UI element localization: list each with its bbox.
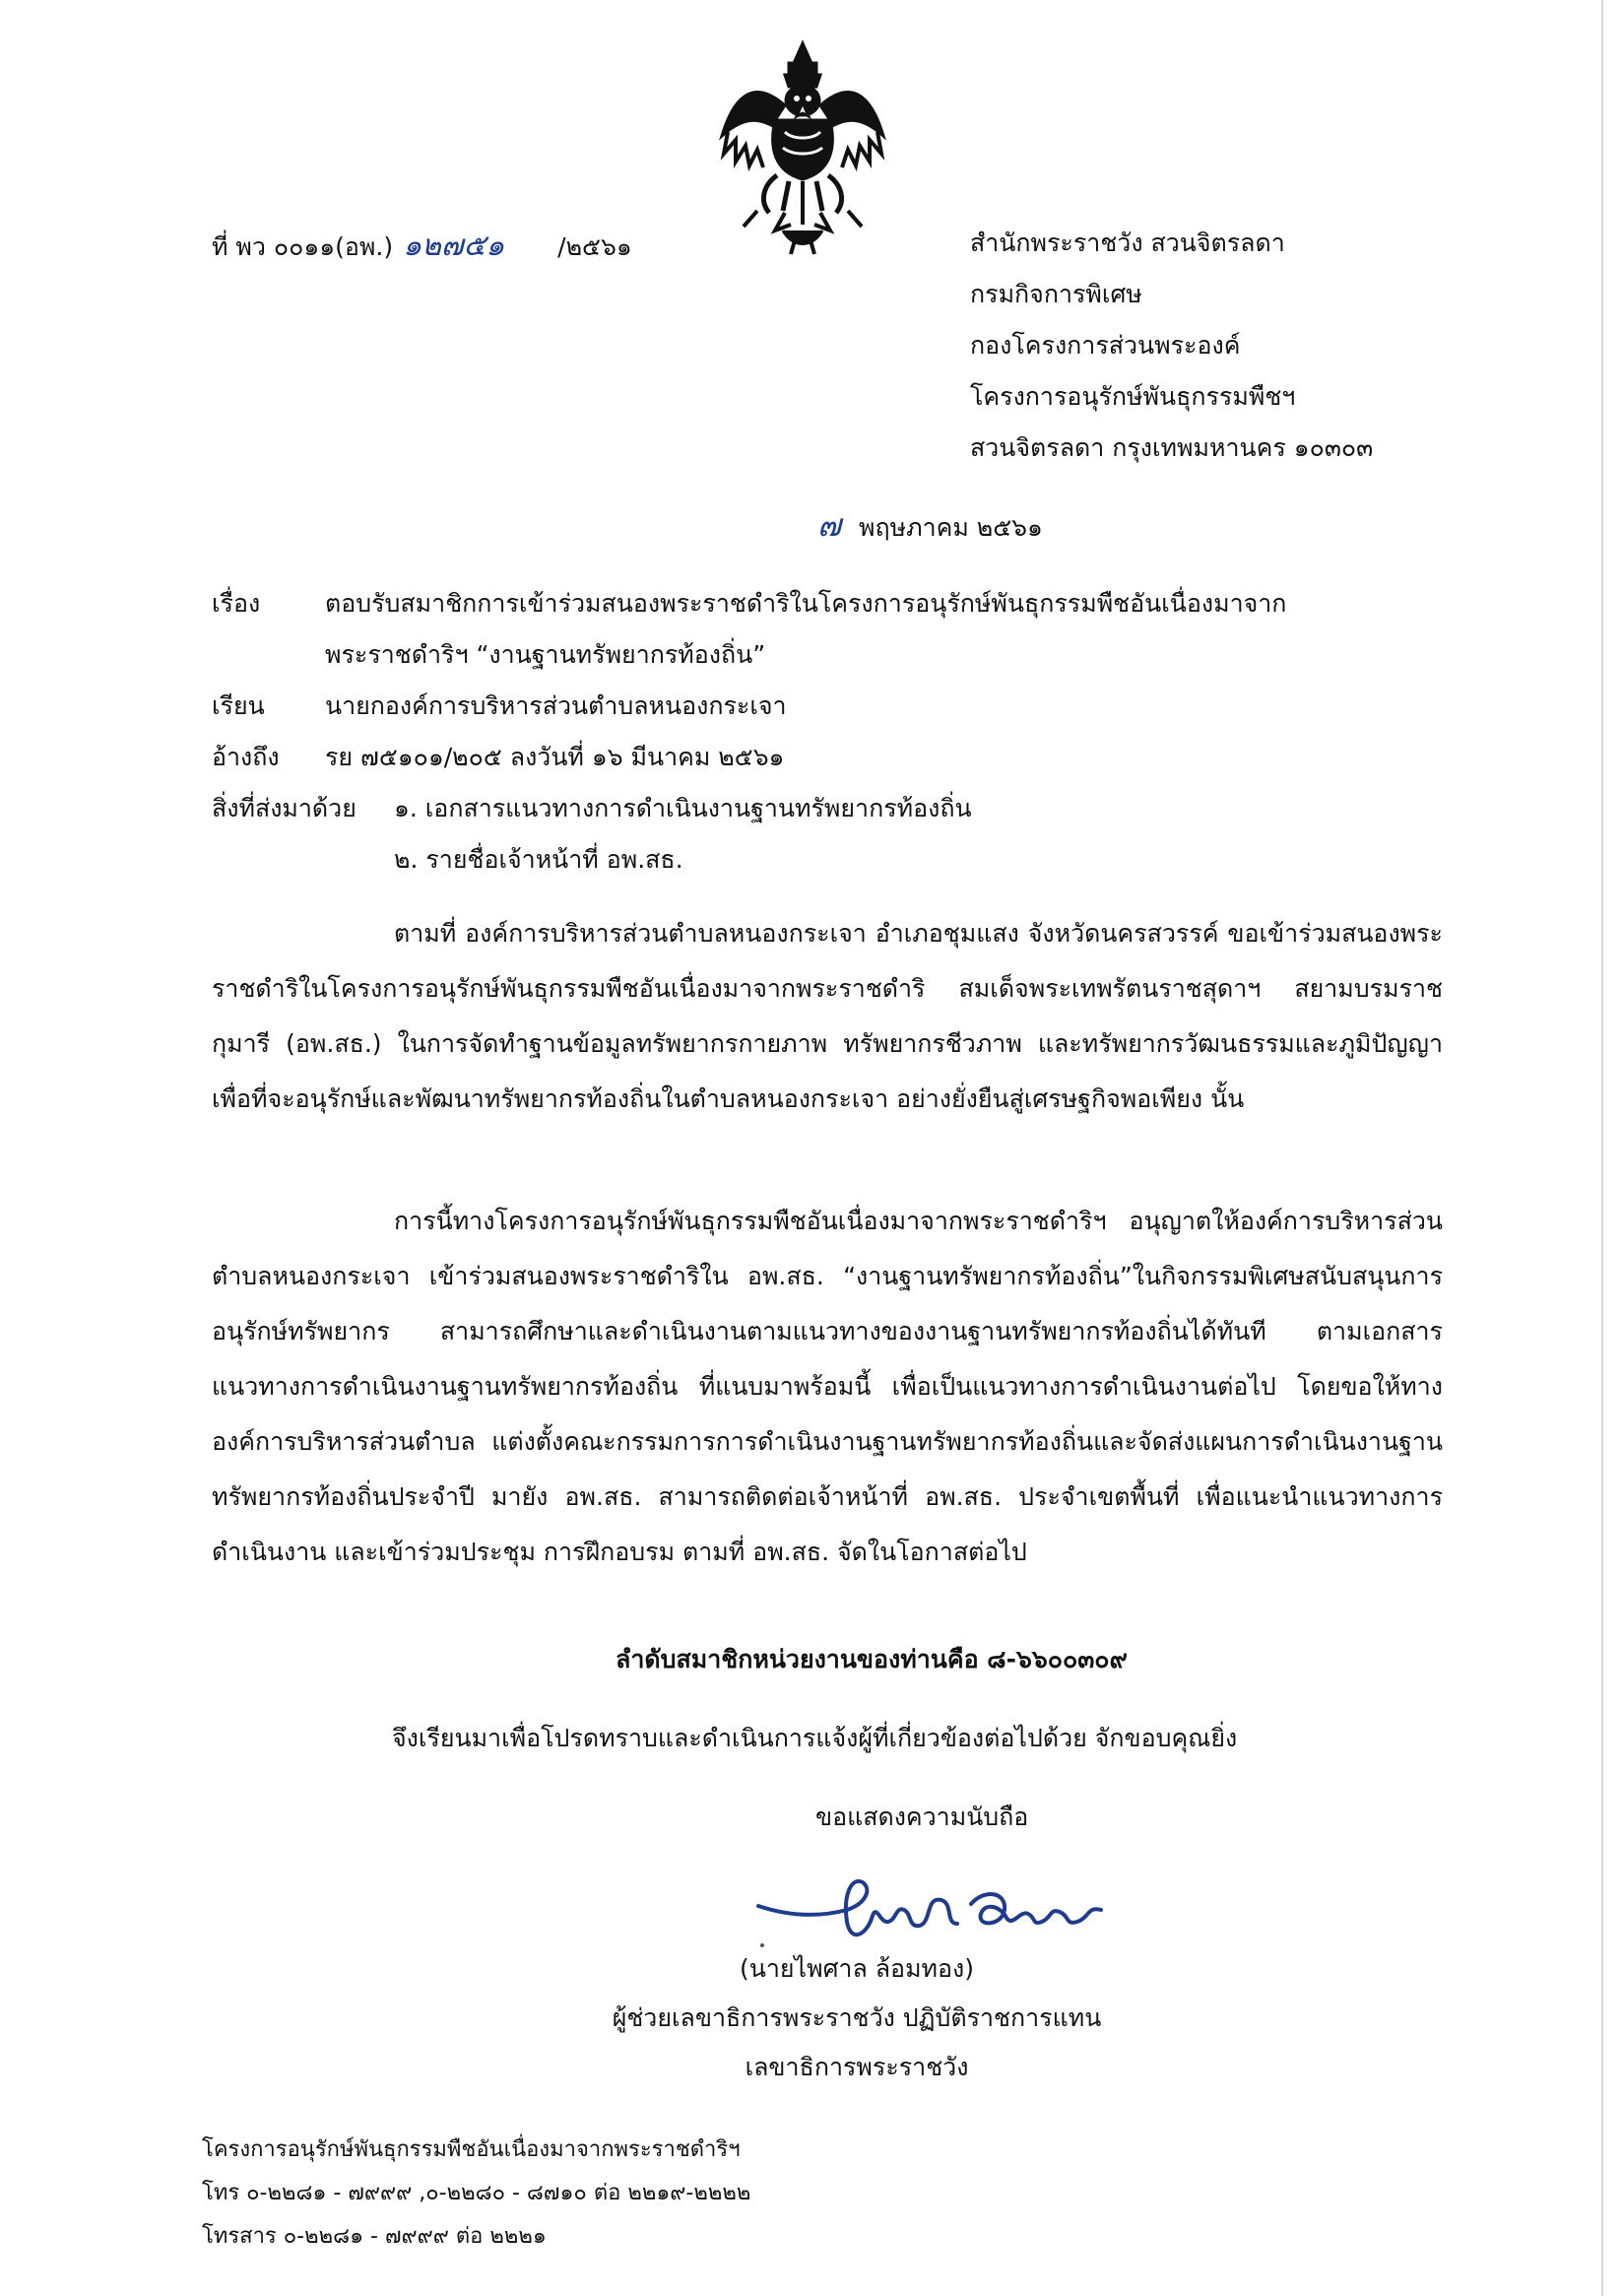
sender-line-2: กรมกิจการพิเศษ [970, 280, 1142, 308]
enclosure-item-1: ๑. เอกสารแนวทางการดำเนินงานฐานทรัพยากรท้องถิ่น [394, 794, 972, 822]
enclosure-label: สิ่งที่ส่งมาด้วย [212, 794, 357, 822]
sender-line-4: โครงการอนุรักษ์พันธุกรรมพืชฯ [970, 382, 1296, 411]
reference-value: รย ๗๕๑๐๑/๒๐๕ ลงวันที่ ๑๖ มีนาคม ๒๕๖๑ [325, 743, 785, 771]
footer-organization: โครงการอนุรักษ์พันธุกรรมพืชอันเนื่องมาจากพระราชดำริฯ [202, 2137, 741, 2162]
signatory-position-2: เลขาธิการพระราชวัง [745, 2053, 969, 2081]
sender-line-3: กองโครงการส่วนพระองค์ [970, 331, 1241, 360]
signatory-name: (นายไพศาล ล้อมทอง) [739, 1954, 975, 1983]
reference-handwritten-number: ๑๒๗๕๑ [403, 229, 505, 263]
body-paragraph-1 [212, 906, 1443, 1127]
enclosure-item-2: ๒. รายชื่อเจ้าหน้าที่ อพ.สธ. [394, 845, 683, 874]
reference-label: อ้างถึง [212, 743, 280, 771]
page-edge-line [1601, 0, 1603, 2296]
date-month-year: พฤษภาคม ๒๕๖๑ [859, 513, 1043, 542]
date-day-handwritten: ๗ [817, 506, 842, 544]
subject-line-1: ตอบรับสมาชิกการเข้าร่วมสนองพระราชดำริในโครงการอนุรักษ์พันธุกรรมพืชอันเนื่องมาจาก [325, 589, 1287, 618]
body-paragraph-2 [212, 1194, 1443, 1580]
reference-year: /๒๕๖๑ [557, 232, 632, 261]
reference-number [212, 227, 632, 267]
reference-prefix: ที่ พว ๐๐๑๑(อพ.) [212, 232, 394, 261]
signatory-position-1: ผู้ช่วยเลขาธิการพระราชวัง ปฏิบัติราชการแทน [612, 2003, 1102, 2032]
to-label: เรียน [212, 691, 265, 720]
subject-label: เรื่อง [212, 589, 261, 618]
footer-phone: โทร ๐-๒๒๘๑ - ๗๙๙๙ ,๐-๒๒๘๐ - ๘๗๑๐ ต่อ ๒๒๑๙-๒๒๒๒ [202, 2181, 751, 2205]
subject-line-2: พระราชดำริฯ “งานฐานทรัพยากรท้องถิ่น” [325, 640, 766, 669]
body-paragraph-1-text: ตามที่ องค์การบริหารส่วนตำบลหนองกระเจา อำเภอชุมแสง จังหวัดนครสวรรค์ ขอเข้าร่วมสนองพระราชดำริในโครงการอนุรักษ์พันธุกรรมพืชอันเนื่องมาจากพระราชดำริ สมเด็จพระเทพรัตนราชสุดาฯ สยามบรมราชกุมารี (อพ.สธ.) ในการจัดทำฐานข้อมูลทรัพยากรกายภาพ ทรัพยากรชีวภาพ และทรัพยากรวัฒนธรรมและภูมิปัญญา เพื่อที่จะอนุรักษ์และพัฒนาทรัพยากรท้องถิ่นในตำบลหนองกระเจา อย่างยั่งยืนสู่เศรษฐกิจพอเพียง นั้น [212, 919, 1443, 1113]
sender-line-5: สวนจิตรลดา กรุงเทพมหานคร ๑๐๓๐๓ [970, 433, 1374, 462]
closing-line: จึงเรียนมาเพื่อโปรดทราบและดำเนินการแจ้งผู้ที่เกี่ยวข้องต่อไปด้วย จักขอบคุณยิ่ง [392, 1724, 1238, 1752]
to-value: นายกองค์การบริหารส่วนตำบลหนองกระเจา [325, 691, 787, 720]
member-number-line: ลำดับสมาชิกหน่วยงานของท่านคือ ๘-๖๖๐๐๓๐๙ [616, 1645, 1128, 1673]
salutation: ขอแสดงความนับถือ [815, 1803, 1029, 1831]
handwritten-signature [748, 1867, 1142, 1955]
letter-date [817, 504, 1043, 547]
sender-line-1: สำนักพระราชวัง สวนจิตรลดา [970, 229, 1285, 257]
footer-fax: โทรสาร ๐-๒๒๘๑ - ๗๙๙๙ ต่อ ๒๒๒๑ [202, 2224, 547, 2249]
garuda-emblem-icon [714, 37, 891, 256]
body-paragraph-2-text: การนี้ทางโครงการอนุรักษ์พันธุกรรมพืชอันเนื่องมาจากพระราชดำริฯ อนุญาตให้องค์การบริหารส่วนตำบลหนองกระเจา เข้าร่วมสนองพระราชดำริใน อพ.สธ. “งานฐานทรัพยากรท้องถิ่น”ในกิจกรรมพิเศษสนับสนุนการอนุรักษ์ทรัพยากร สามารถศึกษาและดำเนินงานตามแนวทางของงานฐานทรัพยากรท้องถิ่นได้ทันที ตามเอกสารแนวทางการดำเนินงานฐานทรัพยากรท้องถิ่น ที่แนบมาพร้อมนี้ เพื่อเป็นแนวทางการดำเนินงานต่อไป โดยขอให้ทางองค์การบริหารส่วนตำบล แต่งตั้งคณะกรรมการการดำเนินงานฐานทรัพยากรท้องถิ่นและจัดส่งแผนการดำเนินงานฐานทรัพยากรท้องถิ่นประจำปี มายัง อพ.สธ. สามารถติดต่อเจ้าหน้าที่ อพ.สธ. ประจำเขตพื้นที่ เพื่อแนะนำแนวทางการดำเนินงาน และเข้าร่วมประชุม การฝึกอบรม ตามที่ อพ.สธ. จัดในโอกาสต่อไป [212, 1207, 1443, 1566]
